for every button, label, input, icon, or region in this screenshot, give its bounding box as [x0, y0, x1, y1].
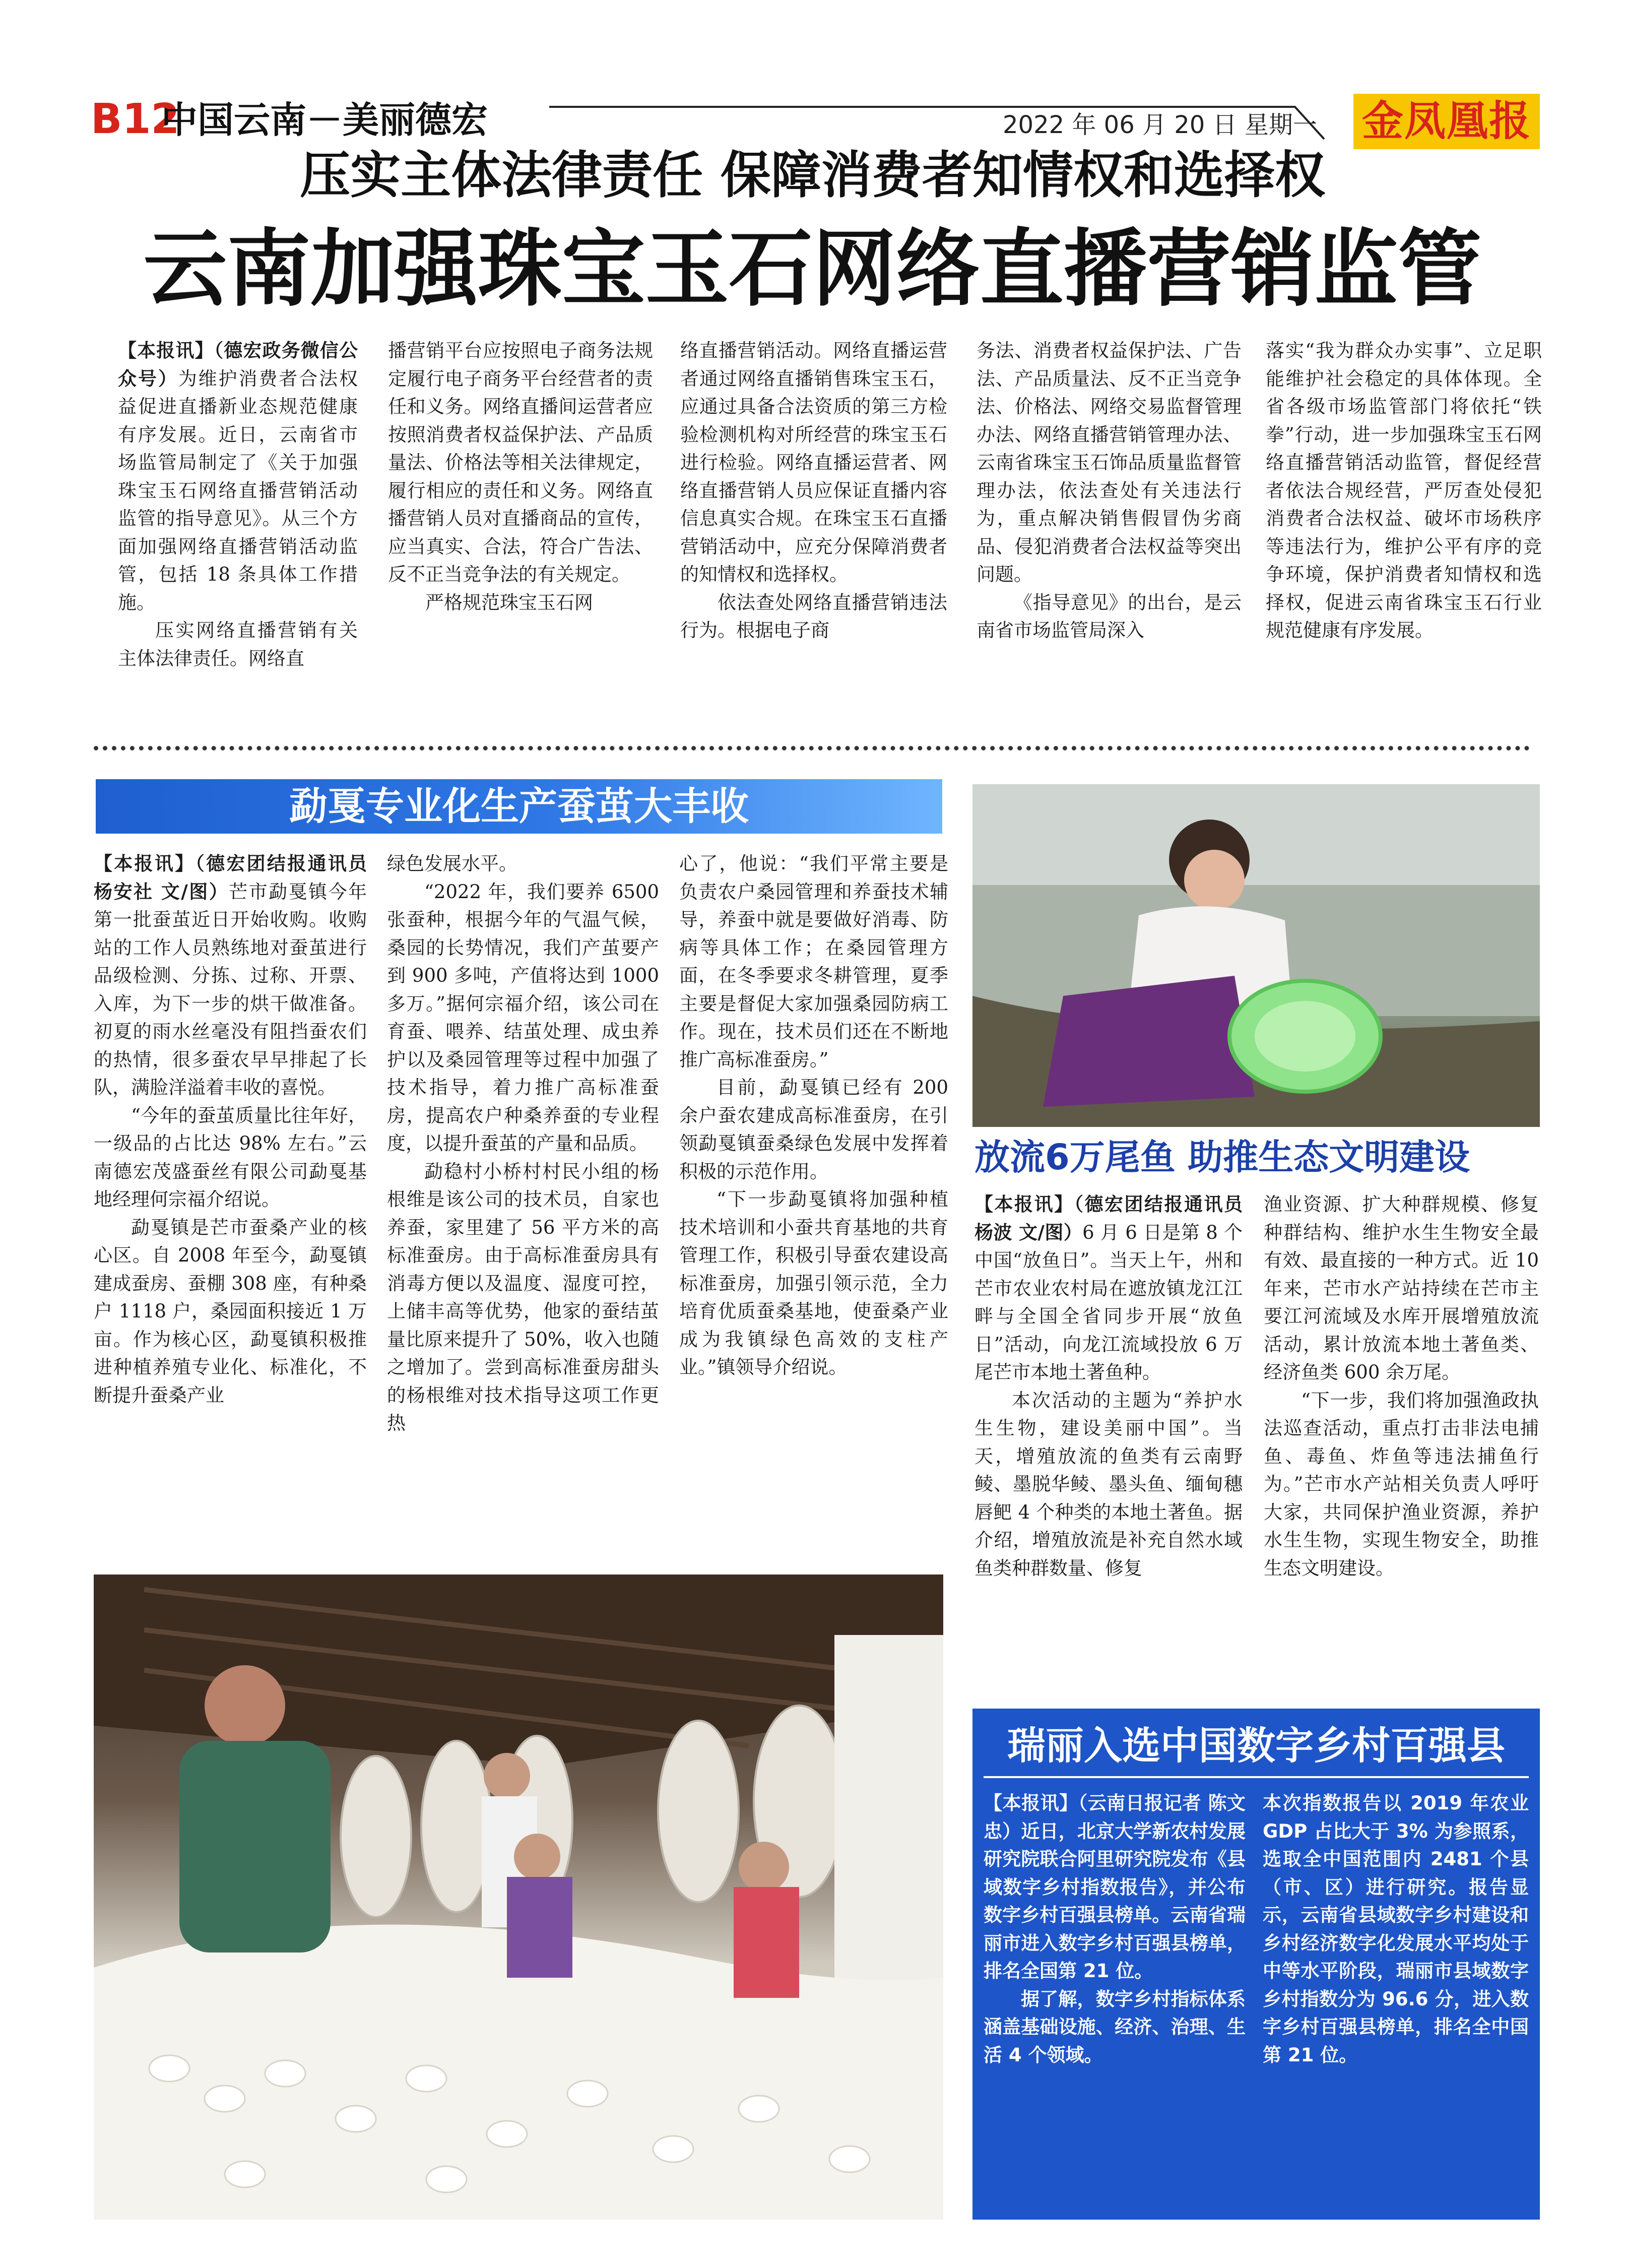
silk-paragraph: “下一步勐戛镇将加强种植技术培训和小蚕共育基地的共育管理工作，积极引导蚕农建设高标准蚕房，加强引领示范，全力培育优质蚕桑基地，使蚕桑产业成为我镇绿色高效的支柱产业。”镇领导介绍说。 [679, 1188, 948, 1378]
lead-paragraph: 务法、消费者权益保护法、广告法、产品质量法、反不正当竞争法、价格法、网络交易监督管理办法、网络直播营销管理办法、云南省珠宝玉石饰品质量监督管理办法，依法查处有关违法行为，重点解决销售假冒伪劣商品、侵犯消费者合法权益等突出问题。 [977, 340, 1242, 585]
lead-paragraph: 播营销平台应按照电子商务法规定履行电子商务平台经营者的责任和义务。网络直播间运营者应按照消费者权益保护法、产品质量法、价格法等相关法律规定，履行相应的责任和义务。网络直播营销人员对直播商品的宣传，应当真实、合法，符合广告法、反不正当竞争法的有关规定。 [388, 340, 653, 585]
page-number: B12 [91, 95, 180, 143]
ruili-column-1 [984, 1789, 1246, 2069]
fish-paragraph: 6 月 6 日是第 8 个中国“放鱼日”。当天上午，州和芒市农业农村局在遮放镇龙江江畔与全国全省同步开展“放鱼日”活动，向龙江流域投放 6 万尾芒市本地土著鱼种。 [974, 1221, 1243, 1383]
ruili-paragraph: 本次指数报告以 2019 年农业 GDP 占比大于 3% 为参照系，选取全中国范围内 2481 个县（市、区）进行研究。报告显示，云南省县域数字乡村建设和乡村经济数字化发展水平均处于中等水平阶段，瑞丽市县域数字乡村指数分为 96.6 分，进入数字乡村百强县榜单，排名全中国第 21 位。 [1263, 1792, 1529, 2066]
silk-paragraph: 勐稳村小桥村村民小组的杨根维是该公司的技术员，自家也养蚕，家里建了 56 平方米的高标准蚕房。由于高标准蚕房具有消毒方便以及温度、湿度可控，上储丰高等优势，他家的蚕结茧量比原来提升了 50%，收入也随之增加了。尝到高标准蚕房甜头的杨根维对技术指导这项工作更热 [387, 1160, 659, 1434]
lead-column-4 [977, 337, 1242, 645]
silk-byline: 【本报讯】（德宏团结报通讯员 杨安社 文/图） [94, 853, 367, 903]
silk-paragraph: 心了，他说：“我们平常主要是负责农户桑园管理和养蚕技术辅导，养蚕中就是要做好消毒、防病等具体工作；在桑园管理方面，在冬季要求冬耕管理，夏季主要是督促大家加强桑园防病工作。现在，技术员们还在不断地推广高标准蚕房。” [679, 853, 948, 1070]
lead-column-5 [1266, 337, 1542, 645]
fish-paragraph: 本次活动的主题为“养护水生生物，建设美丽中国”。当天，增殖放流的鱼类有云南野鲮、墨脱华鲮、墨头鱼、缅甸穗唇鲃 4 个种类的本地土著鱼。据介绍，增殖放流是补充自然水域鱼类种群数量、修复 [974, 1389, 1243, 1579]
fish-headline: 放流6万尾鱼 助推生态文明建设 [974, 1137, 1470, 1178]
silk-headline: 勐戛专业化生产蚕茧大丰收 [289, 784, 749, 829]
fish-column-2 [1264, 1190, 1539, 1582]
ruili-box [972, 1709, 1540, 2220]
ruili-byline: 【本报讯】（云南日报记者 陈文忠） [984, 1792, 1246, 1842]
silk-paragraph: “今年的蚕茧质量比往年好，一级品的占比达 98% 左右。”云南德宏茂盛蚕丝有限公司勐戛基地经理何宗福介绍说。 [94, 1104, 367, 1210]
fish-release-photo [972, 784, 1540, 1127]
silk-paragraph: 绿色发展水平。 [387, 853, 517, 874]
lead-paragraph: 落实“我为群众办实事”、立足职能维护社会稳定的具体体现。全省各级市场监管部门将依托“铁拳”行动，进一步加强珠宝玉石网络直播营销活动监管，督促经营者依法合规经营，严厉查处侵犯消费者合法权益、破坏市场秩序等违法行为，维护公平有序的竞争环境，保护消费者知情权和选择权，促进云南省珠宝玉石行业规范健康有序发展。 [1266, 340, 1542, 641]
ruili-headline: 瑞丽入选中国数字乡村百强县 [1007, 1723, 1505, 1768]
silk-column-2 [387, 850, 659, 1437]
silk-cocoon-photo [94, 1574, 943, 2220]
silk-paragraph: “2022 年，我们要养 6500 张蚕种，根据今年的气温气候，桑园的长势情况，我们产茧要产到 900 多吨，产值将达到 1000 多万。”据何宗福介绍，该公司在育蚕、喂养、结茧处理、成虫养护以及桑园管理等过程中加强了技术指导，着力推广高标准蚕房，提高农户种桑养蚕的专业程度，以提升蚕茧的产量和品质。 [387, 880, 659, 1154]
paper-logo: 金凤凰报 [1353, 94, 1540, 149]
lead-paragraph: 《指导意见》的出台，是云南省市场监管局深入 [977, 591, 1242, 641]
ruili-headline-rule [984, 1776, 1529, 1778]
silk-headline-banner [96, 779, 942, 834]
lead-column-1 [118, 337, 358, 672]
fish-scene-illustration [972, 784, 1540, 1127]
silk-paragraph: 芒市勐戛镇今年第一批蚕茧近日开始收购。收购站的工作人员熟练地对蚕茧进行品级检测、分拣、过称、开票、入库，为下一步的烘干做准备。初夏的雨水丝毫没有阻挡蚕农们的热情，很多蚕农早早排起了长队，满脸洋溢着丰收的喜悦。 [94, 880, 367, 1098]
ruili-column-2 [1263, 1789, 1529, 2069]
lead-paragraph: 为维护消费者合法权益促进直播新业态规范健康有序发展。近日，云南省市场监管局制定了《关于加强珠宝玉石网络直播营销活动监管的指导意见》。从三个方面加强网络直播营销活动监管，包括 18 条具体工作措施。 [118, 367, 358, 613]
lead-paragraph: 严格规范珠宝玉石网 [425, 591, 593, 613]
section-divider [94, 746, 1530, 750]
fish-column-1 [974, 1190, 1243, 1582]
issue-date: 2022 年 06 月 20 日 星期一 [1003, 111, 1317, 139]
lead-byline: 【本报讯】（德宏政务微信公众号） [118, 340, 358, 390]
lead-paragraph: 依法查处网络直播营销违法行为。根据电子商 [680, 591, 947, 641]
lead-kicker: 压实主体法律责任 保障消费者知情权和选择权 [300, 146, 1325, 205]
silk-scene-illustration [94, 1574, 943, 2220]
section-name: 中国云南－美丽德宏 [161, 99, 488, 141]
fish-paragraph: 渔业资源、扩大种群规模、修复种群结构、维护水生生物安全最有效、最直接的一种方式。近 10 年来，芒市水产站持续在芒市主要江河流域及水库开展增殖放流活动，累计放流本地土著鱼类、经济鱼类 600 余万尾。 [1264, 1193, 1539, 1383]
ruili-paragraph: 近日，北京大学新农村发展研究院联合阿里研究院发布《县域数字乡村指数报告》，并公布数字乡村百强县榜单。云南省瑞丽市进入数字乡村百强县榜单，排名全国第 21 位。 [984, 1820, 1246, 1982]
lead-paragraph: 络直播营销活动。网络直播运营者通过网络直播销售珠宝玉石，应通过具备合法资质的第三方检验检测机构对所经营的珠宝玉石进行检验。网络直播运营者、网络直播营销人员应保证直播内容信息真实合规。在珠宝玉石直播营销活动中，应充分保障消费者的知情权和选择权。 [680, 340, 947, 585]
ruili-paragraph: 据了解，数字乡村指标体系涵盖基础设施、经济、治理、生活 4 个领域。 [984, 1988, 1246, 2066]
silk-column-1 [94, 850, 367, 1409]
lead-column-2 [388, 337, 653, 616]
silk-paragraph: 勐戛镇是芒市蚕桑产业的核心区。自 2008 年至今，勐戛镇建成蚕房、蚕棚 308 座，有种桑户 1118 户，桑园面积接近 1 万亩。作为核心区，勐戛镇积极推进种植养殖专业化、标准化，不断提升蚕桑产业 [94, 1216, 367, 1406]
fish-byline: 【本报讯】（德宏团结报通讯员 杨波 文/图） [974, 1193, 1243, 1243]
lead-headline: 云南加强珠宝玉石网络直播营销监管 [143, 221, 1482, 318]
fish-paragraph: “下一步，我们将加强渔政执法巡查活动，重点打击非法电捕鱼、毒鱼、炸鱼等违法捕鱼行为。”芒市水产站相关负责人呼吁大家，共同保护渔业资源，养护水生生物，实现生物安全，助推生态文明建设。 [1264, 1389, 1539, 1579]
silk-column-3 [679, 850, 948, 1381]
silk-paragraph: 目前，勐戛镇已经有 200 余户蚕农建成高标准蚕房，在引领勐戛镇蚕桑绿色发展中发挥着积极的示范作用。 [679, 1077, 948, 1182]
lead-paragraph: 压实网络直播营销有关主体法律责任。网络直 [118, 619, 358, 669]
lead-column-3 [680, 337, 947, 645]
